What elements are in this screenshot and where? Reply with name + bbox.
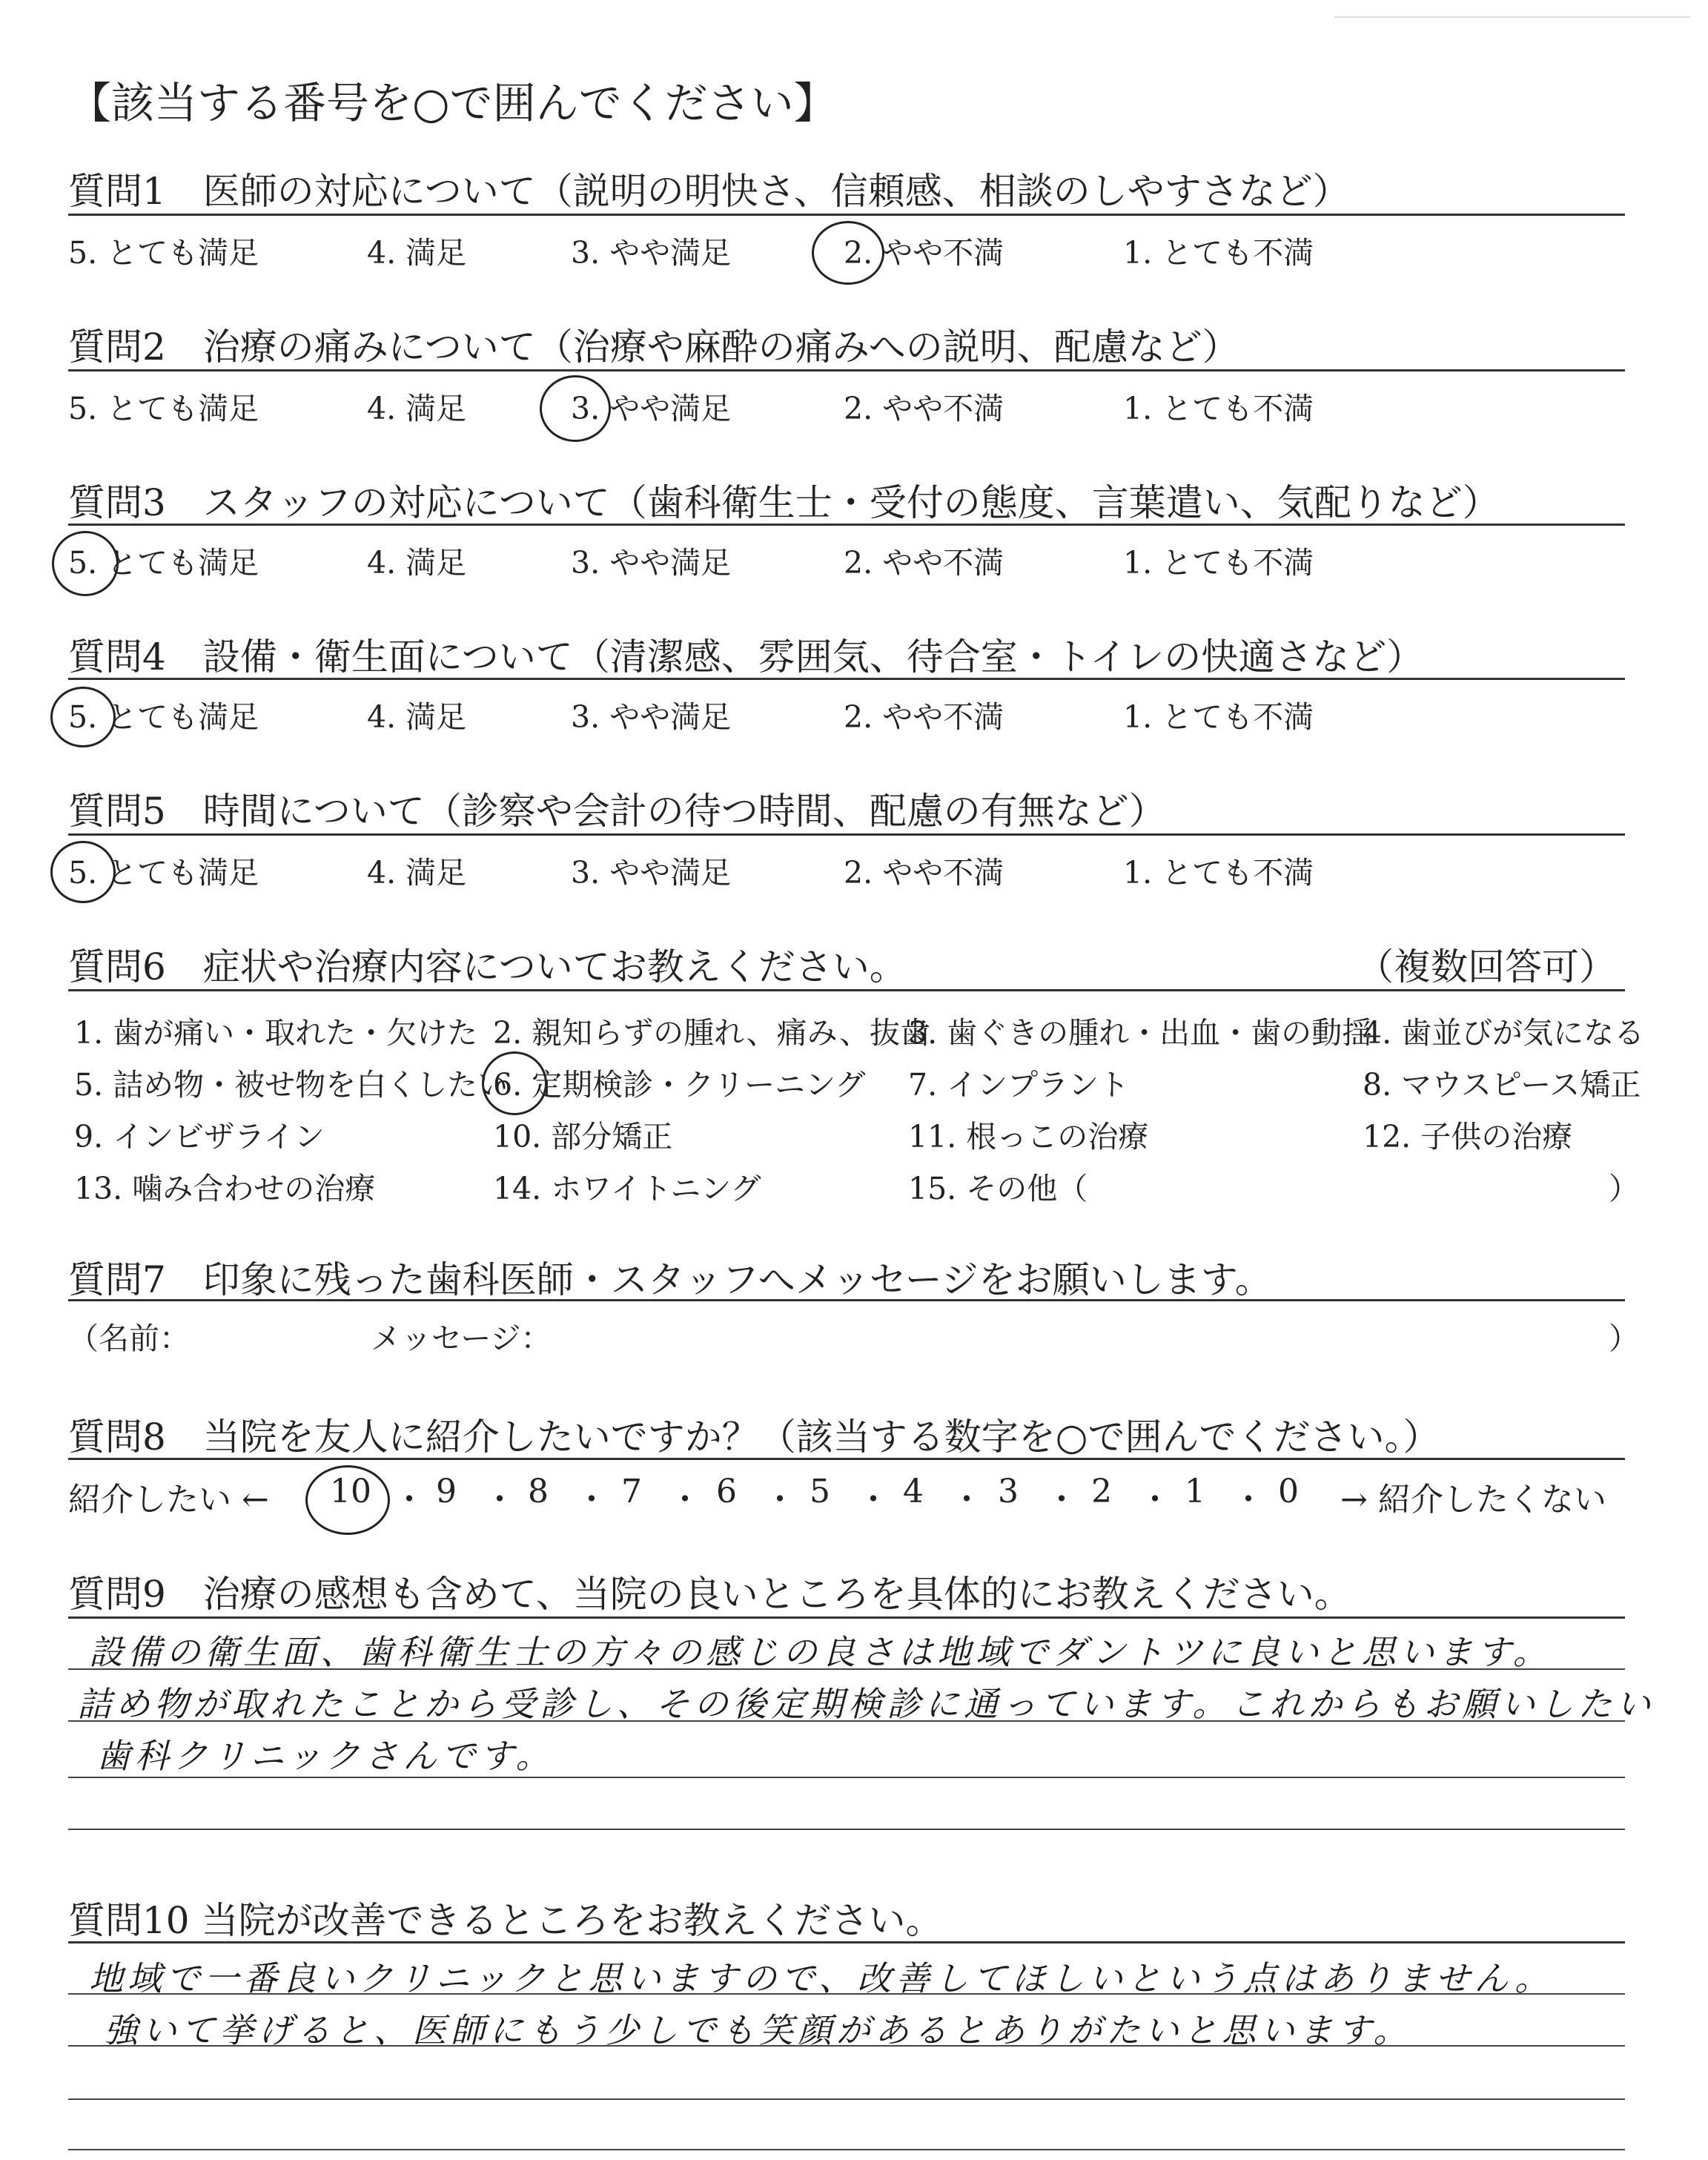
- q3-option-2[interactable]: 2. やや不満: [844, 545, 1004, 581]
- q4-option-4[interactable]: 4. 満足: [367, 699, 467, 735]
- q8-left-label: 紹介したい ←: [68, 1481, 269, 1519]
- q5-option-5[interactable]: 5. とても満足: [68, 855, 259, 891]
- q9-line-5: [68, 1829, 1625, 1830]
- q6-selection-circle: [482, 1051, 547, 1115]
- question-5-heading: 質問5 時間について（診察や会計の待つ時間、配慮の有無など）: [68, 790, 1166, 833]
- q6-option-13[interactable]: 13. 噛み合わせの治療: [74, 1171, 376, 1206]
- q6-option-4[interactable]: 4. 歯並びが気になる: [1363, 1015, 1645, 1051]
- q9-answer-line-3: 歯科クリニックさんです。: [96, 1736, 555, 1776]
- q6-option-3[interactable]: 3. 歯ぐきの腫れ・出血・歯の動揺: [908, 1015, 1373, 1051]
- question-6-heading: 質問6 症状や治療内容についてお教えください。: [68, 945, 907, 988]
- q8-number-4[interactable]: 4: [903, 1473, 924, 1510]
- q9-answer-line-1: 設備の衛生面、歯科衛生士の方々の感じの良さは地域でダントツに良いと思います。: [89, 1632, 1552, 1672]
- q7-close-paren: ）: [1609, 1321, 1639, 1356]
- question-9-heading: 質問9 治療の感想も含めて、当院の良いところを具体的にお教えください。: [68, 1573, 1351, 1616]
- q6-option-2[interactable]: 2. 親知らずの腫れ、痛み、抜歯: [493, 1015, 931, 1051]
- q8-dot: ・: [1139, 1481, 1171, 1519]
- q3-option-1[interactable]: 1. とても不満: [1123, 545, 1314, 581]
- q8-dot: ・: [575, 1481, 608, 1519]
- q8-dot: ・: [764, 1481, 796, 1519]
- q8-number-10[interactable]: 10: [330, 1473, 371, 1510]
- page-title: 【該当する番号を○で囲んでください】: [68, 78, 837, 128]
- question-7-heading: 質問7 印象に残った歯科医師・スタッフへメッセージをお願いします。: [68, 1258, 1272, 1301]
- q5-option-2[interactable]: 2. やや不満: [844, 855, 1004, 891]
- q8-number-7[interactable]: 7: [621, 1473, 642, 1510]
- q8-dot: ・: [950, 1481, 983, 1519]
- q4-option-2[interactable]: 2. やや不満: [844, 699, 1004, 735]
- q8-dot: ・: [393, 1481, 426, 1519]
- q8-number-2[interactable]: 2: [1091, 1473, 1112, 1510]
- q4-option-1[interactable]: 1. とても不満: [1123, 699, 1314, 735]
- q4-selection-circle: [50, 687, 116, 747]
- q2-option-1[interactable]: 1. とても不満: [1123, 391, 1314, 426]
- question-5-rule: [68, 833, 1625, 836]
- q7-message-label: メッセージ：: [371, 1321, 552, 1356]
- q1-option-2[interactable]: 2. やや不満: [844, 235, 1004, 271]
- q1-option-1[interactable]: 1. とても不満: [1123, 235, 1314, 271]
- q8-number-5[interactable]: 5: [810, 1473, 830, 1510]
- q5-option-3[interactable]: 3. やや満足: [571, 855, 732, 891]
- q10-line-4: [68, 2098, 1625, 2100]
- q1-selection-circle: [812, 221, 884, 285]
- q9-answer-line-2: 詰め物が取れたことから受診し、その後定期検診に通っています。これからもお願いしたい: [77, 1684, 1655, 1724]
- question-6-rule: [68, 989, 1625, 991]
- q10-line-5: [68, 2149, 1625, 2150]
- question-1-heading: 質問1 医師の対応について（説明の明快さ、信頼感、相談のしやすさなど）: [68, 170, 1350, 213]
- q6-option-7[interactable]: 7. インプラント: [908, 1067, 1130, 1103]
- question-8-rule: [68, 1458, 1625, 1460]
- q6-option-1[interactable]: 1. 歯が痛い・取れた・欠けた: [74, 1015, 478, 1051]
- q8-dot: ・: [1045, 1481, 1078, 1519]
- q8-number-3[interactable]: 3: [998, 1473, 1019, 1510]
- q6-option-8[interactable]: 8. マウスピース矯正: [1363, 1067, 1641, 1103]
- q8-number-0[interactable]: 0: [1278, 1473, 1299, 1510]
- q8-dot: ・: [1232, 1481, 1265, 1519]
- q3-option-3[interactable]: 3. やや満足: [571, 545, 732, 581]
- question-2-rule: [68, 369, 1625, 371]
- question-6-note: （複数回答可）: [1357, 945, 1616, 988]
- q8-dot: ・: [857, 1481, 890, 1519]
- question-7-rule: [68, 1299, 1625, 1301]
- question-4-rule: [68, 678, 1625, 680]
- q3-option-5[interactable]: 5. とても満足: [68, 545, 259, 581]
- question-1-rule: [68, 214, 1625, 216]
- q6-option-5[interactable]: 5. 詰め物・被せ物を白くしたい: [74, 1067, 509, 1103]
- q10-line-1: [68, 1941, 1625, 1943]
- q8-dot: ・: [483, 1481, 516, 1519]
- q6-option-12[interactable]: 12. 子供の治療: [1363, 1119, 1573, 1155]
- q6-option-14[interactable]: 14. ホワイトニング: [493, 1171, 761, 1206]
- q6-option-10[interactable]: 10. 部分矯正: [493, 1119, 673, 1155]
- q4-option-3[interactable]: 3. やや満足: [571, 699, 732, 735]
- q8-number-6[interactable]: 6: [716, 1473, 737, 1510]
- q1-option-5[interactable]: 5. とても満足: [68, 235, 259, 271]
- q8-number-9[interactable]: 9: [436, 1473, 457, 1510]
- q9-line-1: [68, 1616, 1625, 1619]
- q10-answer-line-1: 地域で一番良いクリニックと思いますので、改善してほしいという点はありません。: [89, 1958, 1554, 1998]
- question-4-heading: 質問4 設備・衛生面について（清潔感、雰囲気、待合室・トイレの快適さなど）: [68, 635, 1424, 678]
- q2-selection-circle: [540, 375, 611, 442]
- question-8-heading: 質問8 当院を友人に紹介したいですか？（該当する数字を○で囲んでください。）: [68, 1416, 1440, 1459]
- q6-option-15[interactable]: 15. その他（: [908, 1171, 1088, 1206]
- question-3-heading: 質問3 スタッフの対応について（歯科衛生士・受付の態度、言葉遣い、気配りなど）: [68, 481, 1500, 524]
- q6-option-11[interactable]: 11. 根っこの治療: [908, 1119, 1149, 1155]
- question-3-rule: [68, 524, 1625, 526]
- q8-right-label: → 紹介したくない: [1340, 1481, 1606, 1519]
- question-10-heading: 質問10 当院が改善できるところをお教えください。: [68, 1899, 943, 1942]
- q6-option-9[interactable]: 9. インビザライン: [74, 1119, 325, 1155]
- q8-number-1[interactable]: 1: [1185, 1473, 1205, 1510]
- q1-option-4[interactable]: 4. 満足: [367, 235, 467, 271]
- q2-option-2[interactable]: 2. やや不満: [844, 391, 1004, 426]
- q8-number-8[interactable]: 8: [528, 1473, 549, 1510]
- q3-option-4[interactable]: 4. 満足: [367, 545, 467, 581]
- q2-option-3[interactable]: 3. やや満足: [571, 391, 732, 426]
- q4-option-5[interactable]: 5. とても満足: [68, 699, 259, 735]
- q10-answer-line-2: 強いて挙げると、医師にもう少しでも笑顔があるとありがたいと思います。: [104, 2010, 1412, 2050]
- q1-option-3[interactable]: 3. やや満足: [571, 235, 732, 271]
- q8-dot: ・: [669, 1481, 701, 1519]
- q5-option-4[interactable]: 4. 満足: [367, 855, 467, 891]
- q8-selection-circle: [305, 1465, 390, 1535]
- q5-option-1[interactable]: 1. とても不満: [1123, 855, 1314, 891]
- q7-name-label: （名前：: [68, 1321, 190, 1356]
- q5-selection-circle: [50, 841, 116, 903]
- q2-option-5[interactable]: 5. とても満足: [68, 391, 259, 426]
- q6-option-6[interactable]: 6. 定期検診・クリーニング: [493, 1067, 866, 1103]
- scan-edge: [1334, 16, 1690, 18]
- q6-option-15-close: ）: [1609, 1171, 1639, 1206]
- question-2-heading: 質問2 治療の痛みについて（治療や麻酔の痛みへの説明、配慮など）: [68, 326, 1239, 369]
- q3-selection-circle: [52, 531, 119, 596]
- q2-option-4[interactable]: 4. 満足: [367, 391, 467, 426]
